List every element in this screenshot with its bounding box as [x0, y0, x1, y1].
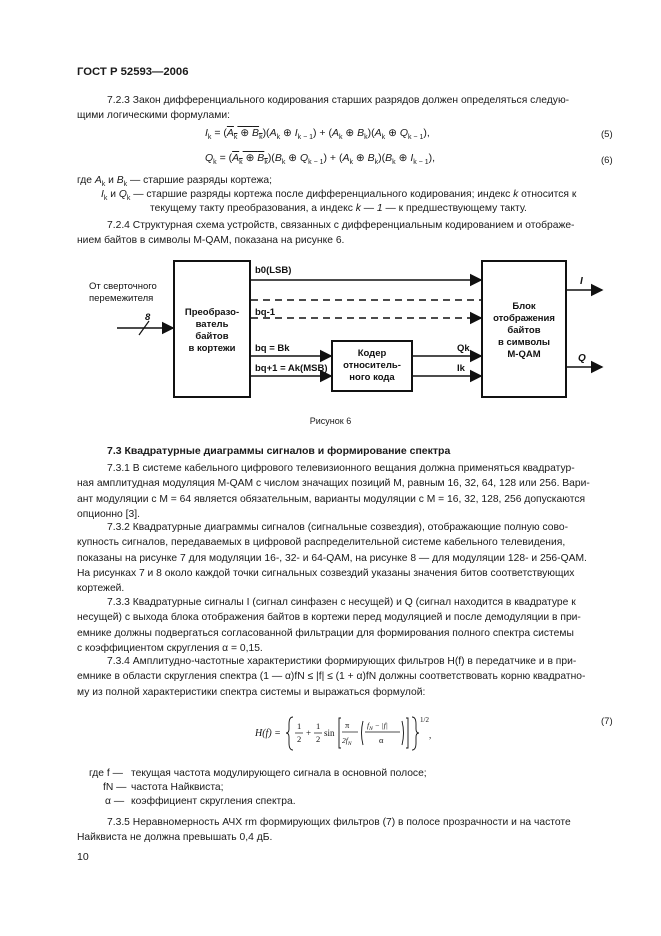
equation-6: $Q_k = (A_k$ ⊕ $B_k)(B_k$ ⊕ $Q_{k - 1}) + (A_k$ ⊕ $B_k)(B_k$ ⊕ $I_{k - 1}$),: [205, 152, 436, 167]
where-line-2: $I_k$ и $Q_k$ — старшие разряды кортежа после дифференциального кодирования; индекс k относится к: [101, 189, 577, 203]
paragraph-line: 7.3.3 Квадратурные сигналы I (сигнал синфазен с несущей) и Q (сигнал находится в квадратуре к: [107, 597, 576, 608]
where2-desc-alpha: коэффициент скругления спектра.: [131, 796, 296, 807]
paragraph-line: показаны на рисунке 7 для модуляции 16-, 32- и 64-QAM, на рисунке 8 — для модуляции 128- и 256-QAM.: [77, 552, 587, 564]
document-header: ГОСТ Р 52593—2006: [77, 66, 189, 78]
mapper-label-line: Блок: [512, 301, 536, 312]
input-label-2: перемежителя: [89, 293, 154, 304]
paragraph-line: нием байтов в символы M-QAM, показана на рисунке 6.: [77, 235, 345, 247]
paragraph-7-3-3: [77, 595, 613, 656]
output-i-label: I: [580, 276, 583, 287]
converter-label-line: байтов: [195, 331, 229, 342]
section-7-3-heading: 7.3 Квадратурные диаграммы сигналов и формирование спектра: [107, 445, 451, 457]
paragraph-line: 7.2.3 Закон дифференциального кодирования старших разрядов должен определяться следую-: [107, 95, 570, 106]
mapper-label-line: отображения: [493, 313, 555, 324]
paragraph-7-3-4: [77, 654, 613, 700]
coder-label-line: ного кода: [349, 372, 395, 383]
bq1-msb-label: bq+1 = Ak(MSB): [255, 363, 328, 374]
paragraph-line: 7.3.5 Неравномерность АЧХ rm формирующих фильтров (7) в полосе прозрачности и на частоте: [107, 817, 571, 828]
mapper-label-line: в символы: [497, 337, 551, 348]
converter-label-line: в кортежи: [188, 343, 236, 354]
paragraph-line: емнике в области скругления спектра (1 — α)fN ≤ |f| ≤ (1 + α)fN должны соответствовать корню квадратно-: [77, 671, 586, 683]
ik-label: Ik: [457, 363, 465, 374]
figure-6-block-diagram: [77, 253, 607, 403]
eq7-frac-2-den: 2: [316, 734, 321, 744]
paragraph-line: 7.3.2 Квадратурные диаграммы сигналов (сигнальные созвездия), отображающие полную сово-: [107, 522, 569, 533]
paragraph-7-3-2: [77, 520, 613, 596]
paragraph-7-3-1: [77, 461, 613, 522]
converter-label-line: ватель: [195, 319, 229, 330]
right-brace: [412, 717, 419, 750]
right-bracket: [406, 718, 408, 748]
where2-desc-fn: частота Найквиста;: [131, 782, 224, 793]
input-label-1: От сверточного: [89, 281, 157, 292]
paragraph-7-3-5: [77, 815, 613, 846]
page-number: 10: [77, 851, 89, 863]
paragraph-line: несущей) с выхода блока отображения байтов в кортежи перед модуляцией и после демодуляции в при-: [77, 612, 581, 624]
where2-term-f: где f —: [89, 768, 123, 779]
paragraph-line: опционно [3].: [77, 508, 140, 520]
equation-5: $I_k = (A_k$ ⊕ $B_k)(A_k$ ⊕ $I_{k - 1}) + (A_k$ ⊕ $B_k)(A_k$ ⊕ $Q_{k - 1}$),: [205, 127, 430, 142]
paragraph-line: ант модуляции с M = 64 является обязательным, варианты модуляции с M = 16, 32, 128, 256 допускаются: [77, 493, 586, 505]
left-paren: [362, 721, 364, 745]
paragraph-line: емнике должны подвергаться согласованной фильтрации для формирования полного спектра системы: [77, 627, 574, 639]
equation-7-lhs: H(f) =: [255, 728, 281, 739]
paragraph-line: му из полной характеристики спектра системы и выражаться формулой:: [77, 686, 426, 698]
paragraph-line: На рисунках 7 и 8 около каждой точки сигнальных созвездий указаны значения битов соответствующих: [77, 567, 575, 579]
equation-5-number: (5): [601, 129, 613, 140]
equation-6-number: (6): [601, 155, 613, 166]
right-paren: [402, 721, 404, 745]
eq7-frac-2-num: 1: [316, 721, 321, 731]
paragraph-7-2-4: [77, 218, 613, 249]
eq7-frac-1-den: 2: [297, 734, 302, 744]
equation-7: [255, 712, 445, 754]
eq7-plus: +: [306, 728, 312, 738]
qk-label: Qk: [457, 343, 470, 354]
eq7-2fn: $2f_N$: [342, 736, 352, 747]
paragraph-line: ная амплитудная модуляция M-QAM с числом значащих позиций M, равным 16, 32, 64, 128 или 256. Вари-: [77, 478, 590, 490]
bq-1-label: bq-1: [255, 307, 276, 318]
coder-label-line: относитель-: [343, 360, 401, 371]
eq7-alpha: α: [379, 735, 384, 745]
eq7-sin: sin: [324, 728, 335, 738]
paragraph-line: 7.3.4 Амплитудно-частотные характеристики формирующих фильтров H(f) в передатчике и в при-: [107, 656, 577, 667]
bq-label: bq = Bk: [255, 343, 290, 354]
paragraph-line: купность сигналов, передаваемых в цифровой распределительной системе кабельного телевидения,: [77, 537, 566, 549]
paragraph-line: Найквиста не должна превышать 0,4 дБ.: [77, 832, 273, 844]
left-bracket: [339, 718, 341, 748]
mapper-label-line: байтов: [507, 325, 541, 336]
b0-label: b0(LSB): [255, 265, 292, 276]
where-line-1: где $A_k$ и $B_k$ — старшие разряды кортежа;: [77, 175, 272, 189]
paragraph-line: кортежей.: [77, 583, 125, 595]
eq7-comma: ,: [429, 730, 432, 740]
paragraph-line: с коэффициентом скругления α = 0,15.: [77, 642, 263, 654]
where2-term-fn: fN —: [103, 782, 127, 793]
output-q-label: Q: [578, 353, 586, 364]
eq7-frac-1-num: 1: [297, 721, 302, 731]
eq7-exponent: 1/2: [420, 716, 429, 724]
where-line-3: текущему такту преобразования, а индекс k — 1 — к предшествующему такту.: [150, 203, 527, 214]
converter-label-line: Преобразо-: [184, 307, 240, 318]
paragraph-line: 7.3.1 В системе кабельного цифрового телевизионного вещания должна применяться квадратур-: [107, 463, 575, 474]
equation-7-number: (7): [601, 716, 613, 727]
paragraph-line: щими логическими формулами:: [77, 110, 230, 122]
where2-term-alpha: α —: [105, 796, 125, 807]
paragraph-line: 7.2.4 Структурная схема устройств, связанных с дифференциальным кодированием и отображе-: [107, 220, 575, 231]
mapper-label-line: M-QAM: [507, 349, 541, 360]
bus-width-label: 8: [145, 312, 151, 323]
eq7-pi: π: [345, 720, 350, 730]
where2-desc-f: текущая частота модулирующего сигнала в основной полосе;: [131, 768, 427, 779]
left-brace: [286, 717, 293, 750]
figure-6-caption: Рисунок 6: [309, 416, 352, 426]
eq7-fn-minus-f: $f_N - |f|$: [367, 721, 388, 732]
paragraph-7-2-3: [77, 93, 613, 124]
coder-label-line: Кодер: [357, 348, 387, 359]
